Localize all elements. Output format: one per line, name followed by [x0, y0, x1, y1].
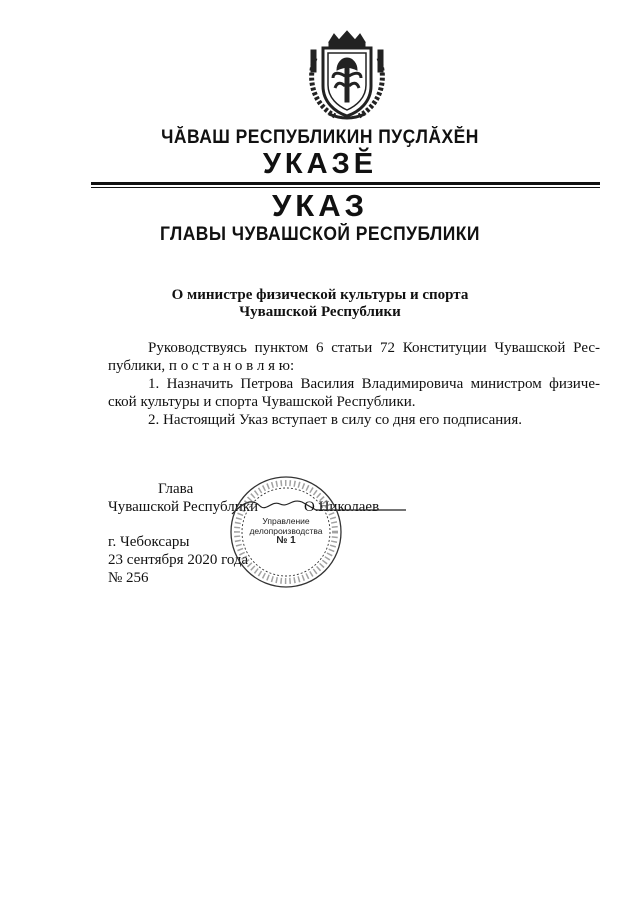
chuvash-emblem-icon: [301, 28, 393, 124]
header-divider-thick: [91, 182, 600, 185]
body-item-1-line-1: 1. Назначить Петрова Василия Владимировича министром физиче-: [148, 376, 600, 392]
signature-title-line-1: Глава: [158, 481, 194, 497]
signature-title-line-2: Чувашской Республики: [108, 499, 259, 515]
decree-body: [108, 339, 600, 429]
stamp-line-2: делопроизводства: [249, 526, 323, 536]
subject-line-2: Чувашской Республики: [239, 304, 401, 320]
chuvash-heading-line: ЧӐВАШ РЕСПУБЛИКИН ПУҪЛӐХӖН: [161, 127, 479, 148]
russian-decree-title: УКАЗ: [271, 188, 368, 223]
signature-name: О.Николаев: [304, 499, 380, 515]
stamp-line-3: № 1: [276, 535, 296, 546]
body-paragraph-1-line-2: публики, п о с т а н о в л я ю:: [108, 358, 295, 374]
signature-city: г. Чебоксары: [108, 534, 190, 550]
decree-number: № 256: [108, 570, 149, 586]
subject-line-1: О министре физической культуры и спорта: [171, 287, 469, 303]
body-item-2: 2. Настоящий Указ вступает в силу со дня его подписания.: [148, 412, 522, 428]
chuvash-decree-title: УКАЗӖ: [262, 148, 378, 180]
body-item-1-line-2: ской культуры и спорта Чувашской Республики.: [108, 394, 416, 410]
body-paragraph-1-line-1: Руководствуясь пунктом 6 статьи 72 Конституции Чувашской Рес-: [148, 340, 600, 356]
signature-date: 23 сентября 2020 года: [108, 552, 249, 568]
russian-heading-line: ГЛАВЫ ЧУВАШСКОЙ РЕСПУБЛИКИ: [160, 224, 480, 245]
stamp-line-1: Управление: [262, 516, 310, 526]
official-stamp: [228, 474, 344, 590]
decree-subject: [0, 287, 640, 321]
